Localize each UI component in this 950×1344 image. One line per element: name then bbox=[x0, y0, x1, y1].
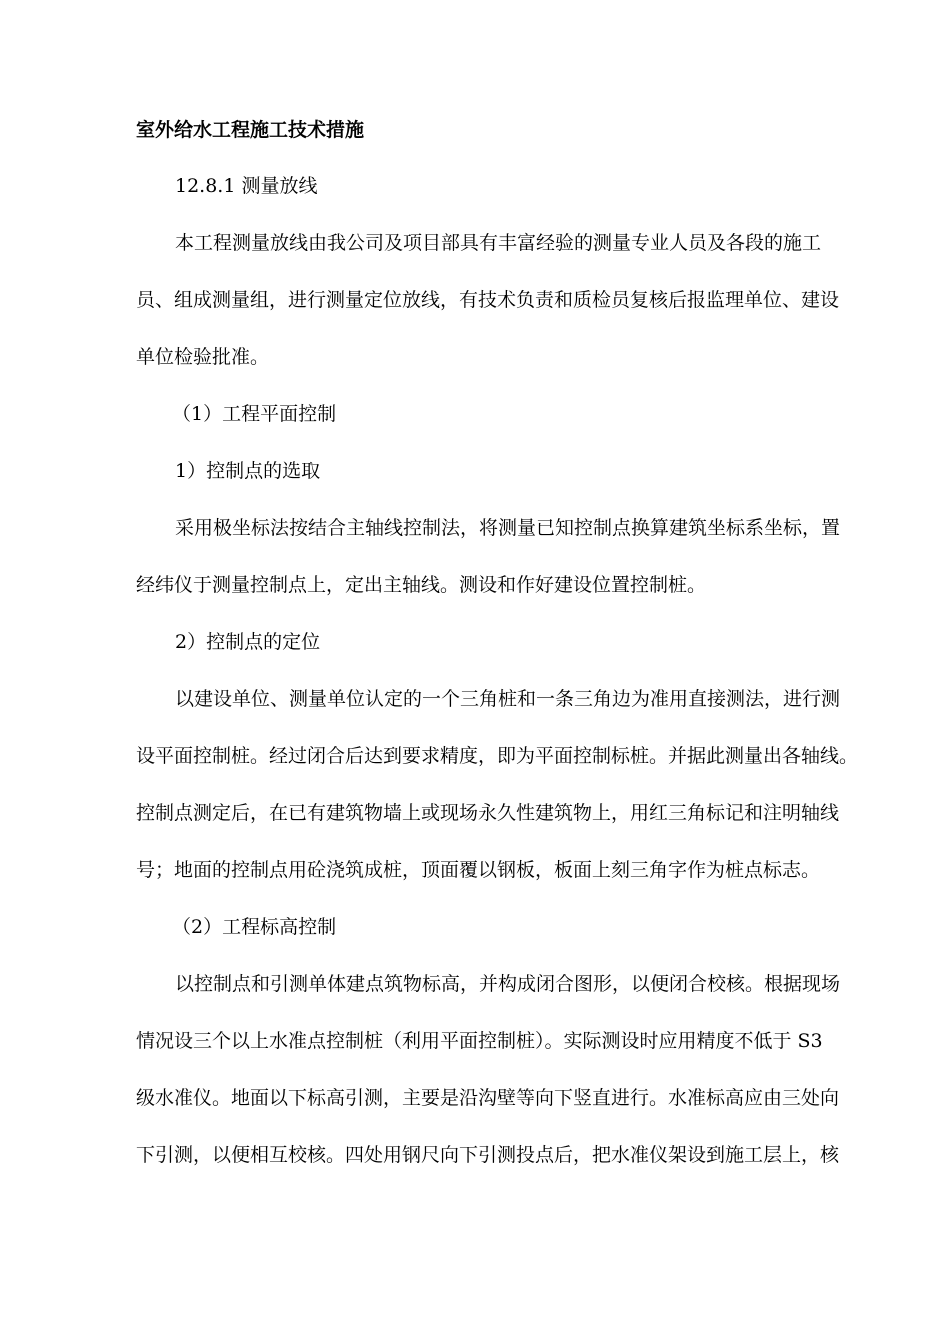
paragraph-3-line-3: 控制点测定后，在已有建筑物墙上或现场永久性建筑物上，用红三角标记和注明轴线 bbox=[136, 802, 840, 824]
paragraph-3-line-2: 设平面控制桩。经过闭合后达到要求精度，即为平面控制标桩。并据此测量出各轴线。 bbox=[136, 745, 859, 767]
paragraph-4-line-2: 情况设三个以上水准点控制桩（利用平面控制桩）。实际测设时应用精度不低于 S3 bbox=[136, 1030, 823, 1052]
paragraph-4-line-1: 以控制点和引测单体建点筑物标高，并构成闭合图形，以便闭合校核。根据现场 bbox=[175, 973, 841, 995]
paragraph-2-line-1: 采用极坐标法按结合主轴线控制法，将测量已知控制点换算建筑坐标系坐标，置 bbox=[175, 517, 841, 539]
paragraph-1-line-2: 员、组成测量组，进行测量定位放线，有技术负责和质检员复核后报监理单位、建设 bbox=[136, 289, 840, 311]
subsection-2-heading: （2）工程标高控制 bbox=[172, 916, 337, 938]
paragraph-1-line-3: 单位检验批准。 bbox=[136, 346, 270, 368]
paragraph-3-line-4: 号；地面的控制点用砼浇筑成桩，顶面覆以钢板，板面上刻三角字作为桩点标志。 bbox=[136, 859, 821, 881]
section-heading: 12.8.1 测量放线 bbox=[175, 175, 318, 197]
item-1-heading: 1）控制点的选取 bbox=[175, 460, 321, 482]
paragraph-4-line-4: 下引测，以便相互校核。四处用钢尺向下引测投点后，把水准仪架设到施工层上，核 bbox=[136, 1144, 840, 1166]
paragraph-2-line-2: 经纬仪于测量控制点上，定出主轴线。测设和作好建设位置控制桩。 bbox=[136, 574, 707, 596]
item-2-heading: 2）控制点的定位 bbox=[175, 631, 321, 653]
paragraph-4-line-3: 级水准仪。地面以下标高引测，主要是沿沟壁等向下竖直进行。水准标高应由三处向 bbox=[136, 1087, 840, 1109]
paragraph-1-line-1: 本工程测量放线由我公司及项目部具有丰富经验的测量专业人员及各段的施工 bbox=[175, 232, 822, 254]
paragraph-3-line-1: 以建设单位、测量单位认定的一个三角桩和一条三角边为准用直接测法，进行测 bbox=[175, 688, 841, 710]
subsection-1-heading: （1）工程平面控制 bbox=[172, 403, 337, 425]
document-title: 室外给水工程施工技术措施 bbox=[136, 119, 365, 141]
